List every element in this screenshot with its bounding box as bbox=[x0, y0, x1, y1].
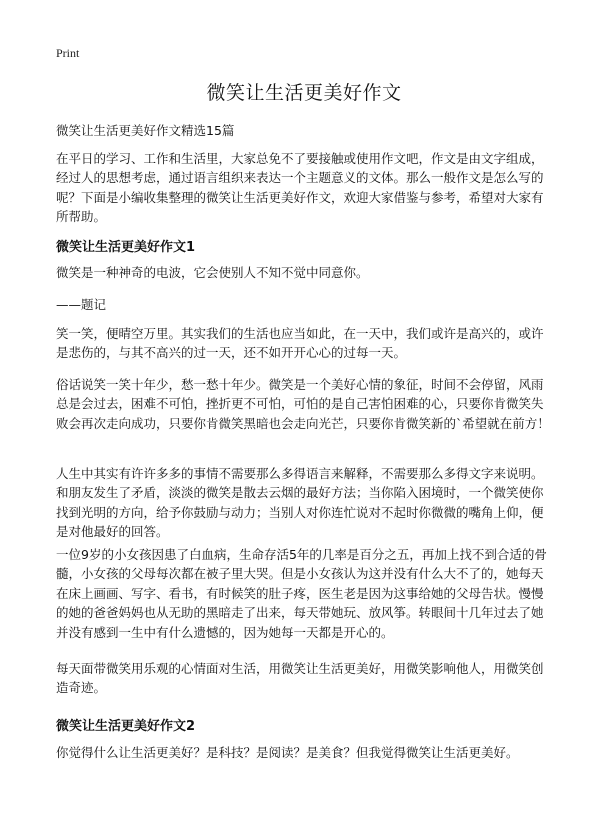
essay-1-paragraph: 笑一笑，便晴空万里。其实我们的生活也应当如此，在一天中，我们或许是高兴的，或许是悲伤的，与其不高兴的过一天，还不如开开心心的过每一天。 bbox=[56, 326, 544, 361]
essay-1-paragraph: 微笑是一种神奇的电波，它会使别人不知不觉中同意你。 bbox=[56, 265, 369, 280]
subtitle: 微笑让生活更美好作文精选15篇 bbox=[56, 123, 235, 138]
essay-1-paragraph: 每天面带微笑用乐观的心情面对生活，用微笑让生活更美好，用微笑影响他人，用微笑创造奇迹。 bbox=[56, 661, 544, 696]
print-link[interactable]: Print bbox=[56, 46, 80, 60]
page-title: 微笑让生活更美好作文 bbox=[206, 82, 402, 104]
essay-2-paragraph: 你觉得什么让生活更美好？是科技？是阅读？是美食？但我觉得微笑让生活更美好。 bbox=[56, 745, 519, 760]
essay-2-heading: 微笑让生活更美好作文2 bbox=[56, 719, 196, 734]
essay-1-epigraph: ——题记 bbox=[56, 297, 107, 312]
essay-1-paragraph: 人生中其实有许许多多的事情不需要那么多得语言来解释，不需要那么多得文字来说明。和朋友发生了矛盾，淡淡的微笑是散去云烟的最好方法；当你陷入困境时，一个微笑使你找到光明的方向，给予你鼓励与动力；当别人对你连忙说对不起时你微微的嘴角上仰，便是对他最好的回答。 bbox=[56, 466, 544, 540]
essay-1-paragraph: 一位9岁的小女孩因患了白血病，生命存活5年的几率是百分之五，再加上找不到合适的骨髓，小女孩的父母每次都在被子里大哭。但是小女孩认为这并没有什么大不了的，她每天在床上画画、写字、看书，有时候笑的肚子疼，医生老是因为这事给她的父母告状。慢慢的她的爸爸妈妈也从无助的黑暗走了出来，每天带她玩、放风筝。转眼间十几年过去了她并没有感到一生中有什么遗憾的，因为她每一天都是开心的。 bbox=[56, 547, 547, 640]
essay-1-heading: 微笑让生活更美好作文1 bbox=[56, 240, 196, 255]
intro-paragraph: 在平日的学习、工作和生活里，大家总免不了要接触或使用作文吧，作文是由文字组成，经过人的思想考虑，通过语言组织来表达一个主题意义的文体。那么一般作文是怎么写的呢？下面是小编收集整理的微笑让生活更美好作文，欢迎大家借鉴与参考，希望对大家有所帮助。 bbox=[56, 151, 544, 225]
essay-1-paragraph: 俗话说笑一笑十年少，愁一愁十年少。微笑是一个美好心情的象征，时间不会停留，风雨总是会过去，困难不可怕，挫折更不可怕，可怕的是自己害怕困难的心，只要你肯微笑失败会再次走向成功，只要你肯微笑黑暗也会走向光芒，只要你肯微笑新的`希望就在前方！ bbox=[56, 377, 550, 431]
